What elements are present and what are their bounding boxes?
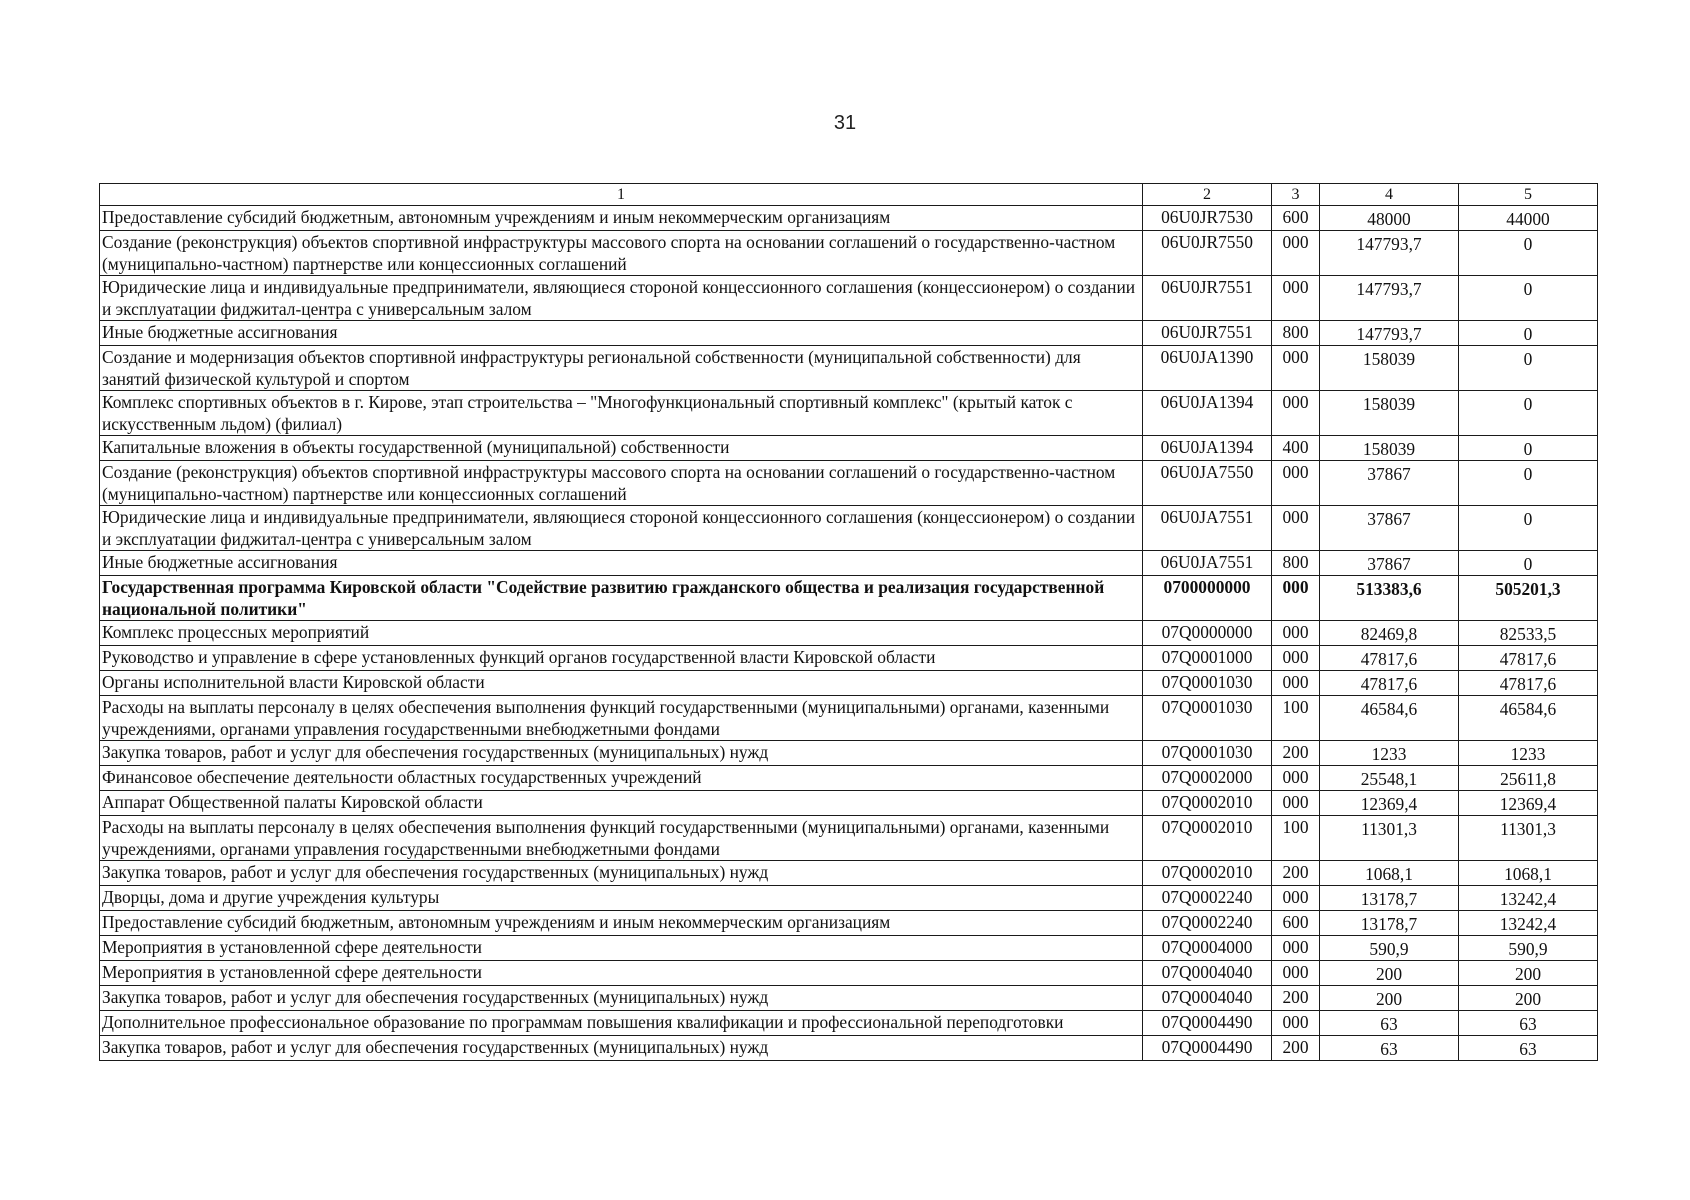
row-name-cell: Иные бюджетные ассигнования <box>100 321 1143 346</box>
table-row <box>100 986 1598 1011</box>
header-cell-3: 3 <box>1272 184 1320 206</box>
row-expense-type-cell: 800 <box>1272 321 1320 346</box>
table-row <box>100 551 1598 576</box>
row-amount-year1-cell: 12369,4 <box>1320 791 1459 816</box>
row-code-cell: 07Q0004040 <box>1143 961 1272 986</box>
row-name-cell: Юридические лица и индивидуальные предприниматели, являющиеся стороной концессионного соглашения (концессионером) о создании и эксплуатации фиджитал-центра с универсальным залом <box>100 506 1143 551</box>
row-amount-year2-cell: 11301,3 <box>1459 816 1598 861</box>
row-amount-year1-cell: 13178,7 <box>1320 886 1459 911</box>
table-row <box>100 646 1598 671</box>
row-expense-type-cell: 100 <box>1272 696 1320 741</box>
row-expense-type-cell: 200 <box>1272 741 1320 766</box>
row-expense-type-cell: 000 <box>1272 276 1320 321</box>
row-amount-year1-cell: 47817,6 <box>1320 646 1459 671</box>
row-code-cell: 07Q0001030 <box>1143 696 1272 741</box>
row-name-cell: Расходы на выплаты персоналу в целях обеспечения выполнения функций государственными (муниципальными) органами, казенными учреждениями, органами управления государственными внебюджетными фондами <box>100 816 1143 861</box>
row-code-cell: 06U0JR7530 <box>1143 206 1272 231</box>
row-expense-type-cell: 000 <box>1272 621 1320 646</box>
row-expense-type-cell: 200 <box>1272 986 1320 1011</box>
table-row <box>100 391 1598 436</box>
row-code-cell: 07Q0002000 <box>1143 766 1272 791</box>
row-amount-year1-cell: 147793,7 <box>1320 231 1459 276</box>
row-name-cell: Дворцы, дома и другие учреждения культуры <box>100 886 1143 911</box>
row-name-cell: Предоставление субсидий бюджетным, автономным учреждениям и иным некоммерческим организациям <box>100 911 1143 936</box>
row-name-cell: Комплекс спортивных объектов в г. Кирове, этап строительства – "Многофункциональный спортивный комплекс" (крытый каток с искусственным льдом) (филиал) <box>100 391 1143 436</box>
row-code-cell: 07Q0002240 <box>1143 911 1272 936</box>
row-code-cell: 07Q0004000 <box>1143 936 1272 961</box>
row-expense-type-cell: 200 <box>1272 1036 1320 1061</box>
table-row <box>100 861 1598 886</box>
row-amount-year1-cell: 147793,7 <box>1320 276 1459 321</box>
row-amount-year1-cell: 1068,1 <box>1320 861 1459 886</box>
row-expense-type-cell: 000 <box>1272 961 1320 986</box>
row-code-cell: 06U0JA1394 <box>1143 436 1272 461</box>
row-name-cell: Комплекс процессных мероприятий <box>100 621 1143 646</box>
row-amount-year2-cell: 0 <box>1459 506 1598 551</box>
row-amount-year2-cell: 82533,5 <box>1459 621 1598 646</box>
table-row <box>100 276 1598 321</box>
header-cell-4: 4 <box>1320 184 1459 206</box>
row-expense-type-cell: 000 <box>1272 886 1320 911</box>
row-amount-year1-cell: 158039 <box>1320 346 1459 391</box>
table-row <box>100 791 1598 816</box>
row-amount-year2-cell: 13242,4 <box>1459 886 1598 911</box>
table-row <box>100 886 1598 911</box>
row-code-cell: 07Q0001030 <box>1143 671 1272 696</box>
row-code-cell: 07Q0002010 <box>1143 791 1272 816</box>
budget-table <box>99 183 1598 1061</box>
table-row <box>100 911 1598 936</box>
row-amount-year2-cell: 0 <box>1459 321 1598 346</box>
row-code-cell: 07Q0002240 <box>1143 886 1272 911</box>
row-code-cell: 07Q0000000 <box>1143 621 1272 646</box>
row-name-cell: Мероприятия в установленной сфере деятельности <box>100 936 1143 961</box>
row-name-cell: Органы исполнительной власти Кировской области <box>100 671 1143 696</box>
row-name-cell: Капитальные вложения в объекты государственной (муниципальной) собственности <box>100 436 1143 461</box>
row-amount-year1-cell: 158039 <box>1320 391 1459 436</box>
table-row <box>100 621 1598 646</box>
row-expense-type-cell: 800 <box>1272 551 1320 576</box>
row-amount-year1-cell: 11301,3 <box>1320 816 1459 861</box>
header-cell-2: 2 <box>1143 184 1272 206</box>
row-expense-type-cell: 000 <box>1272 766 1320 791</box>
row-expense-type-cell: 000 <box>1272 346 1320 391</box>
row-amount-year2-cell: 63 <box>1459 1036 1598 1061</box>
row-amount-year1-cell: 513383,6 <box>1320 576 1459 621</box>
row-amount-year1-cell: 47817,6 <box>1320 671 1459 696</box>
row-amount-year1-cell: 37867 <box>1320 506 1459 551</box>
row-code-cell: 07Q0004040 <box>1143 986 1272 1011</box>
row-code-cell: 07Q0004490 <box>1143 1036 1272 1061</box>
row-code-cell: 07Q0001000 <box>1143 646 1272 671</box>
row-name-cell: Юридические лица и индивидуальные предприниматели, являющиеся стороной концессионного соглашения (концессионером) о создании и эксплуатации фиджитал-центра с универсальным залом <box>100 276 1143 321</box>
row-amount-year2-cell: 1068,1 <box>1459 861 1598 886</box>
row-expense-type-cell: 000 <box>1272 506 1320 551</box>
row-amount-year1-cell: 63 <box>1320 1011 1459 1036</box>
row-code-cell: 07Q0002010 <box>1143 816 1272 861</box>
row-name-cell: Создание и модернизация объектов спортивной инфраструктуры региональной собственности (муниципальной собственности) для занятий физической культурой и спортом <box>100 346 1143 391</box>
row-code-cell: 06U0JR7550 <box>1143 231 1272 276</box>
row-expense-type-cell: 000 <box>1272 576 1320 621</box>
row-amount-year2-cell: 0 <box>1459 551 1598 576</box>
row-amount-year2-cell: 0 <box>1459 436 1598 461</box>
row-code-cell: 06U0JR7551 <box>1143 276 1272 321</box>
table-row <box>100 231 1598 276</box>
table-row <box>100 206 1598 231</box>
row-amount-year1-cell: 13178,7 <box>1320 911 1459 936</box>
header-cell-5: 5 <box>1459 184 1598 206</box>
row-code-cell: 0700000000 <box>1143 576 1272 621</box>
row-amount-year2-cell: 25611,8 <box>1459 766 1598 791</box>
row-amount-year1-cell: 147793,7 <box>1320 321 1459 346</box>
table-row <box>100 936 1598 961</box>
row-amount-year1-cell: 158039 <box>1320 436 1459 461</box>
row-name-cell: Предоставление субсидий бюджетным, автономным учреждениям и иным некоммерческим организациям <box>100 206 1143 231</box>
table-row <box>100 741 1598 766</box>
row-name-cell: Иные бюджетные ассигнования <box>100 551 1143 576</box>
row-amount-year1-cell: 63 <box>1320 1036 1459 1061</box>
row-amount-year2-cell: 0 <box>1459 231 1598 276</box>
table-row <box>100 461 1598 506</box>
row-amount-year2-cell: 46584,6 <box>1459 696 1598 741</box>
row-amount-year1-cell: 82469,8 <box>1320 621 1459 646</box>
row-code-cell: 06U0JA7551 <box>1143 551 1272 576</box>
row-amount-year2-cell: 1233 <box>1459 741 1598 766</box>
row-amount-year1-cell: 48000 <box>1320 206 1459 231</box>
row-name-cell: Закупка товаров, работ и услуг для обеспечения государственных (муниципальных) нужд <box>100 861 1143 886</box>
row-amount-year2-cell: 12369,4 <box>1459 791 1598 816</box>
table-row <box>100 346 1598 391</box>
row-name-cell: Дополнительное профессиональное образование по программам повышения квалификации и профессиональной переподготовки <box>100 1011 1143 1036</box>
table-row <box>100 1011 1598 1036</box>
row-name-cell: Закупка товаров, работ и услуг для обеспечения государственных (муниципальных) нужд <box>100 1036 1143 1061</box>
row-name-cell: Государственная программа Кировской области "Содействие развитию гражданского общества и реализация государственной национальной политики" <box>100 576 1143 621</box>
row-amount-year2-cell: 0 <box>1459 391 1598 436</box>
header-cell-1: 1 <box>100 184 1143 206</box>
table-row <box>100 696 1598 741</box>
row-code-cell: 06U0JA7550 <box>1143 461 1272 506</box>
row-amount-year2-cell: 200 <box>1459 961 1598 986</box>
row-expense-type-cell: 600 <box>1272 911 1320 936</box>
row-expense-type-cell: 000 <box>1272 936 1320 961</box>
row-amount-year1-cell: 25548,1 <box>1320 766 1459 791</box>
row-amount-year2-cell: 13242,4 <box>1459 911 1598 936</box>
row-amount-year1-cell: 1233 <box>1320 741 1459 766</box>
row-name-cell: Закупка товаров, работ и услуг для обеспечения государственных (муниципальных) нужд <box>100 741 1143 766</box>
row-amount-year1-cell: 200 <box>1320 986 1459 1011</box>
table-row <box>100 1036 1598 1061</box>
row-expense-type-cell: 200 <box>1272 861 1320 886</box>
row-expense-type-cell: 000 <box>1272 391 1320 436</box>
row-expense-type-cell: 000 <box>1272 646 1320 671</box>
row-code-cell: 07Q0004490 <box>1143 1011 1272 1036</box>
row-amount-year1-cell: 590,9 <box>1320 936 1459 961</box>
row-name-cell: Аппарат Общественной палаты Кировской области <box>100 791 1143 816</box>
row-code-cell: 07Q0001030 <box>1143 741 1272 766</box>
row-expense-type-cell: 400 <box>1272 436 1320 461</box>
table-row <box>100 436 1598 461</box>
row-code-cell: 06U0JA1390 <box>1143 346 1272 391</box>
row-name-cell: Финансовое обеспечение деятельности областных государственных учреждений <box>100 766 1143 791</box>
table-row <box>100 506 1598 551</box>
row-name-cell: Расходы на выплаты персоналу в целях обеспечения выполнения функций государственными (муниципальными) органами, казенными учреждениями, органами управления государственными внебюджетными фондами <box>100 696 1143 741</box>
row-amount-year2-cell: 0 <box>1459 276 1598 321</box>
row-name-cell: Руководство и управление в сфере установленных функций органов государственной власти Кировской области <box>100 646 1143 671</box>
row-code-cell: 06U0JA7551 <box>1143 506 1272 551</box>
row-amount-year1-cell: 37867 <box>1320 461 1459 506</box>
row-expense-type-cell: 100 <box>1272 816 1320 861</box>
row-name-cell: Создание (реконструкция) объектов спортивной инфраструктуры массового спорта на основании соглашений о государственно-частном (муниципально-частном) партнерстве или концессионных соглашений <box>100 461 1143 506</box>
page-number: 31 <box>833 112 857 134</box>
row-amount-year2-cell: 63 <box>1459 1011 1598 1036</box>
table-row <box>100 321 1598 346</box>
table-row <box>100 576 1598 621</box>
table-row <box>100 671 1598 696</box>
row-expense-type-cell: 000 <box>1272 461 1320 506</box>
row-code-cell: 07Q0002010 <box>1143 861 1272 886</box>
row-expense-type-cell: 000 <box>1272 791 1320 816</box>
row-expense-type-cell: 000 <box>1272 671 1320 696</box>
table-row <box>100 766 1598 791</box>
row-code-cell: 06U0JR7551 <box>1143 321 1272 346</box>
row-amount-year1-cell: 37867 <box>1320 551 1459 576</box>
row-amount-year2-cell: 47817,6 <box>1459 646 1598 671</box>
row-amount-year2-cell: 505201,3 <box>1459 576 1598 621</box>
table-body <box>100 184 1598 1061</box>
row-expense-type-cell: 600 <box>1272 206 1320 231</box>
row-amount-year2-cell: 200 <box>1459 986 1598 1011</box>
row-amount-year2-cell: 44000 <box>1459 206 1598 231</box>
row-amount-year2-cell: 0 <box>1459 346 1598 391</box>
row-expense-type-cell: 000 <box>1272 231 1320 276</box>
row-amount-year2-cell: 590,9 <box>1459 936 1598 961</box>
row-expense-type-cell: 000 <box>1272 1011 1320 1036</box>
row-amount-year1-cell: 46584,6 <box>1320 696 1459 741</box>
row-amount-year1-cell: 200 <box>1320 961 1459 986</box>
row-name-cell: Создание (реконструкция) объектов спортивной инфраструктуры массового спорта на основании соглашений о государственно-частном (муниципально-частном) партнерстве или концессионных соглашений <box>100 231 1143 276</box>
row-name-cell: Мероприятия в установленной сфере деятельности <box>100 961 1143 986</box>
table-row <box>100 961 1598 986</box>
table-row <box>100 816 1598 861</box>
header-row <box>100 184 1598 206</box>
row-code-cell: 06U0JA1394 <box>1143 391 1272 436</box>
row-amount-year2-cell: 47817,6 <box>1459 671 1598 696</box>
row-amount-year2-cell: 0 <box>1459 461 1598 506</box>
row-name-cell: Закупка товаров, работ и услуг для обеспечения государственных (муниципальных) нужд <box>100 986 1143 1011</box>
